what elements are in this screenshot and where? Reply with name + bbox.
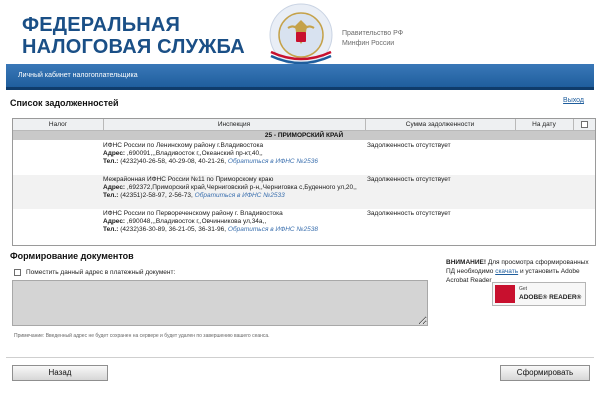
- address-value: ,690091,,,Владивосток г,,Океанский пр-кт,40,,: [126, 150, 263, 157]
- phone-label: Тел.:: [103, 158, 119, 165]
- place-address-checkbox[interactable]: [14, 269, 21, 276]
- table-row: [13, 141, 595, 175]
- adobe-get: Get: [519, 286, 528, 292]
- acrobat-warning: [446, 258, 596, 285]
- col-date: На дату: [532, 121, 556, 128]
- contact-inspection-link[interactable]: Обратиться в ИФНС №2538: [227, 226, 318, 233]
- warning-bold: ВНИМАНИЕ!: [446, 259, 487, 266]
- phone-label: Тел.:: [103, 226, 119, 233]
- inspection-address: [103, 218, 358, 226]
- phone-label: Тел.:: [103, 192, 119, 199]
- download-link[interactable]: скачать: [495, 268, 519, 275]
- inspection-cell: [103, 176, 358, 200]
- place-address-label: Поместить данный адрес в платежный документ:: [26, 269, 176, 276]
- address-value: ,692372,Приморский край,Черниговский р-н,,Черниговка с,Буденного ул,20,,: [126, 184, 357, 191]
- col-inspection: Инспекция: [217, 121, 251, 128]
- gov-line-2: Минфин России: [342, 40, 395, 47]
- adobe-reader-label: ADOBE® READER®: [519, 294, 582, 301]
- address-label: Адрес:: [103, 184, 126, 191]
- inspection-cell: [103, 142, 358, 166]
- address-label: Адрес:: [103, 218, 126, 225]
- warning-tail: и установить Adobe Acrobat Reader: [446, 268, 580, 284]
- address-textarea[interactable]: [12, 280, 428, 326]
- inspection-phone: [103, 192, 358, 200]
- inspection-phone: [103, 158, 358, 166]
- table-row: [13, 175, 595, 209]
- debts-title: Список задолженностей: [10, 98, 119, 108]
- debt-cell: Задолженность отсутствует: [367, 210, 451, 217]
- contact-inspection-link[interactable]: Обратиться в ИФНС №2536: [227, 158, 318, 165]
- warning-text: Для просмотра сформированных ПД необходимо: [446, 259, 589, 275]
- contact-inspection-link[interactable]: Обратиться в ИФНС №2533: [194, 192, 285, 199]
- fns-emblem-icon: [266, 2, 336, 68]
- divider: [573, 119, 574, 131]
- docs-title: Формирование документов: [10, 251, 134, 261]
- region-row: 25 - ПРИМОРСКИЙ КРАЙ: [13, 131, 595, 140]
- col-tax: Налог: [48, 121, 68, 128]
- debt-cell: Задолженность отсутствует: [367, 142, 451, 149]
- inspection-name: Межрайонная ИФНС России №11 по Приморскому краю: [103, 176, 274, 183]
- note-text: Примечание: Введенный адрес не будет сохранен на сервере и будет удален по завершению вашего сеанса.: [14, 333, 270, 339]
- back-button[interactable]: Назад: [12, 365, 108, 381]
- inspection-address: [103, 150, 358, 158]
- page: [6, 0, 594, 402]
- address-value: ,690048,,,Владивосток г,,Овчинникова ул,34а,,: [126, 218, 267, 225]
- gov-line-1: Правительство РФ: [342, 30, 404, 37]
- table-header: [13, 119, 595, 131]
- inspection-name: ИФНС России по Первореченскому району г. Владивостока: [103, 210, 283, 217]
- cabinet-title: Личный кабинет налогоплательщика: [18, 72, 138, 79]
- phone-value: (42351)2-58-97, 2-56-73,: [120, 192, 193, 199]
- get-adobe-reader-button[interactable]: [492, 282, 586, 306]
- brand-line-2: НАЛОГОВАЯ СЛУЖБА: [22, 36, 245, 58]
- inspection-cell: [103, 210, 358, 234]
- site-header: [6, 0, 594, 66]
- gov-links: [342, 29, 403, 49]
- cabinet-bar: [6, 64, 594, 90]
- adobe-logo-icon: [495, 285, 515, 303]
- inspection-address: [103, 184, 358, 192]
- inspection-phone: [103, 226, 358, 234]
- address-label: Адрес:: [103, 150, 126, 157]
- col-debt: Сумма задолженности: [405, 121, 475, 128]
- brand-line-1: ФЕДЕРАЛЬНАЯ: [22, 14, 181, 36]
- debts-table: [12, 118, 596, 246]
- generate-button[interactable]: Сформировать: [500, 365, 590, 381]
- brand-title: [22, 14, 245, 58]
- inspection-name: ИФНС России по Ленинскому району г.Владивостока: [103, 142, 264, 149]
- debt-cell: Задолженность отсутствует: [367, 176, 451, 183]
- divider: [6, 357, 594, 358]
- phone-value: (4232)40-26-58, 40-29-08, 40-21-26,: [120, 158, 227, 165]
- select-all-checkbox[interactable]: [581, 121, 588, 128]
- exit-link[interactable]: Выход: [563, 97, 584, 104]
- table-row: [13, 209, 595, 245]
- phone-value: (4232)36-30-89, 36-21-05, 36-31-96,: [120, 226, 227, 233]
